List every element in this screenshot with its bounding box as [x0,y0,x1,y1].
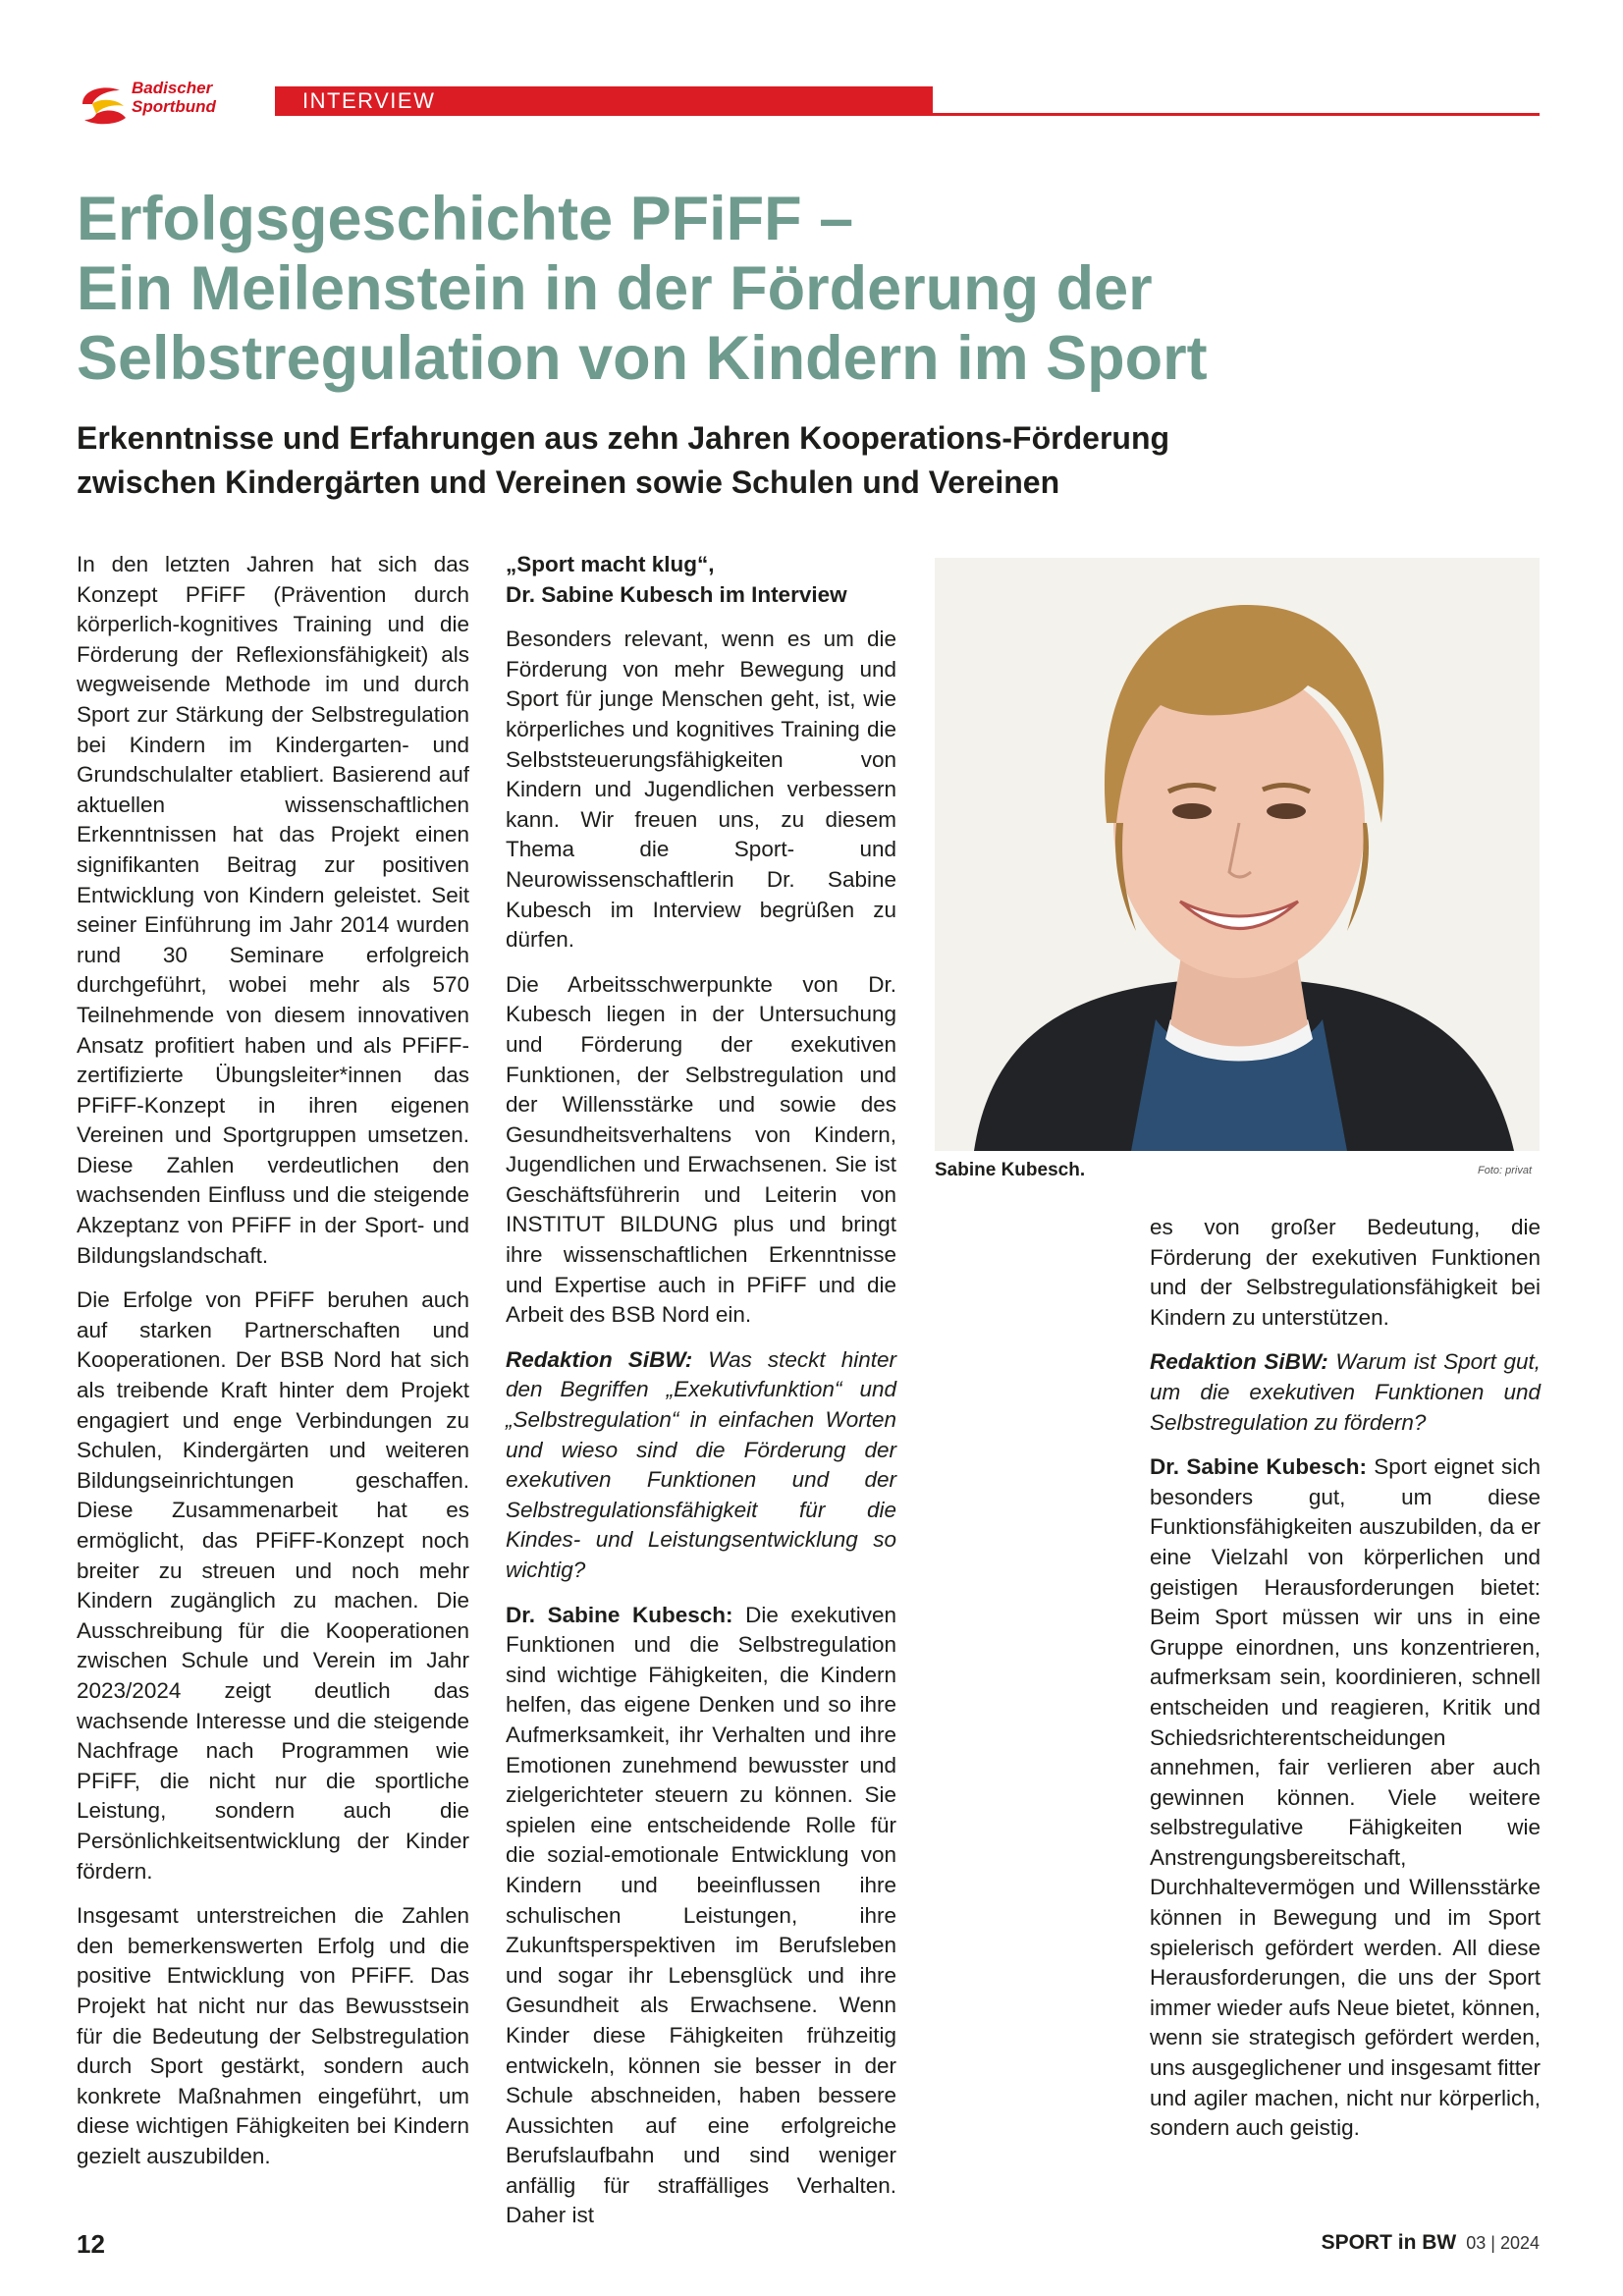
magazine-name: SPORT in BW [1321,2231,1457,2254]
question-2 [1150,1347,1541,1438]
question-1 [506,1345,896,1586]
answer-label: Dr. Sabine Kubesch: [1150,1454,1367,1480]
badischer-sportbund-logo [77,77,255,132]
paragraph: In den letzten Jahren hat sich das Konzept PFiFF (Prävention durch körperlich-kognitives Training und die Förderung der Reflexionsfähigkeit) als wegweisende Methode im und durch Sport zur Stärkung der Selbstregulation bei Kindern im Kindergarten- und Grundschulalter etabliert. Basierend auf aktuellen wissenschaftlichen Erkenntnissen hat das Projekt einen signifikanten Beitrag zur positiven Entwicklung von Kindern geleistet. Seit seiner Einführung im Jahr 2014 wurden rund 30 Seminare erfolgreich durchgeführt, wobei mehr als 570 Teilnehmende von diesem innovativen Ansatz profitiert haben und als PFiFF-zertifizierte Übungsleiter*innen das PFiFF-Konzept in ihren eigenen Vereinen und Sportgruppen umsetzen. Diese Zahlen verdeutlichen den wachsenden Einfluss und die steigende Akzeptanz von PFiFF in der Sport- und Bildungslandschaft. [77,552,469,1268]
issue-number: 03 | 2024 [1466,2233,1540,2253]
question-label: Redaktion SiBW: [506,1346,693,1372]
header-rule [933,113,1540,116]
sportbund-logo-icon [77,81,132,128]
section-bar [275,86,933,116]
subtitle-line: zwischen Kindergärten und Vereinen sowie Schulen und Vereinen [77,465,1060,500]
title-line: Erfolgsgeschichte PFiFF – [77,185,854,253]
answer-label: Dr. Sabine Kubesch: [506,1602,733,1627]
photo-caption: Sabine Kubesch. [935,1160,1086,1180]
column-1 [77,550,469,2186]
title-line: Selbstregulation von Kindern im Sport [77,324,1208,393]
title-line: Ein Meilenstein in der Förderung der [77,254,1153,323]
footer-magazine [1322,2231,1540,2255]
answer-1 [506,1601,896,2231]
portrait-illustration [935,558,1540,1151]
answer-2 [1150,1452,1541,2144]
portrait-photo [935,558,1540,1151]
question-text: Was steckt hinter den Begriffen „Exekutivfunktion“ und „Selbstregulation“ in einfachen Worten und wieso sind die Förderung der exekutiven Funktionen und der Selbstregulationsfähigkeit für die Kindes- und Leistungsentwicklung so wichtig? [506,1346,896,1582]
answer-text: Die exekutiven Funktionen und die Selbstregulation sind wichtige Fähigkeiten, die Kindern helfen, das eigene Denken und so ihre Aufmerksamkeit, ihr Verhalten und ihre Emotionen zunehmend bewusster und zielgerichteter steuern zu können. Sie spielen eine entscheidende Rolle für die sozial-emotionale Entwicklung von Kindern und beeinflussen ihre schulischen Leistungen, ihre Zukunftsperspektiven im Berufsleben und sogar ihr Lebensglück und ihre Gesundheit als Erwachsene. Wenn Kinder diese Fähigkeiten frühzeitig entwickeln, können sie besser in der Schule abschneiden, haben bessere Aussichten auf eine erfolgreiche Berufslaufbahn und sind weniger anfällig für straffälliges Verhalten. Daher ist [506,1602,896,2228]
subtitle-line: Erkenntnisse und Erfahrungen aus zehn Jahren Kooperations-Förderung [77,420,1170,456]
column-2 [506,550,896,2246]
article-title [77,185,1549,394]
section-label: INTERVIEW [302,88,436,113]
logo-text: Badischer Sportbund [132,79,216,116]
paragraph: Insgesamt unterstreichen die Zahlen den bemerkenswerten Erfolg und die positive Entwicklung von PFiFF. Das Projekt hat nicht nur das Bewusstsein für die Bedeutung der Selbstregulation durch Sport gestärkt, sondern auch konkrete Maßnahmen eingeführt, um diese wichtigen Fähigkeiten bei Kindern gezielt auszubilden. [77,1903,469,2168]
page-number: 12 [77,2229,105,2259]
paragraph: Die Erfolge von PFiFF beruhen auch auf starken Partnerschaften und Kooperationen. Der BSB Nord hat sich als treibende Kraft hinter dem Projekt engagiert und enge Verbindungen zu Schulen, Kindergärten und weiteren Bildungseinrichtungen geschaffen. Diese Zusammenarbeit hat es ermöglicht, das PFiFF-Konzept noch breiter zu streuen und noch mehr Kindern zugänglich zu machen. Die Ausschreibung für die Kooperationen zwischen Schule und Verein im Jahr 2023/2024 zeigt deutlich das wachsende Interesse und die steigende Nachfrage nach Programmen wie PFiFF, die nicht nur die sportliche Leistung, sondern auch die Persönlichkeitsentwicklung der Kinder fördern. [77,1287,469,1884]
answer-text: Sport eignet sich besonders gut, um diese Funktionsfähigkeiten auszubilden, da er eine Vielzahl von körperlichen und geistigen Herausforderungen bietet: Beim Sport müssen wir uns in eine Gruppe einordnen, uns konzentrieren, aufmerksam sein, koordinieren, schnell entscheiden und reagieren, Kritik und Schiedsrichterentscheidungen annehmen, fair verlieren aber auch gewinnen können. Viele weitere selbstregulative Fähigkeiten wie Anstrengungsbereitschaft, Durchhaltevermögen und Willensstärke können in Bewegung und im Sport spielerisch gefördert werden. All diese Herausforderungen, die uns der Sport immer wieder aufs Neue bietet, können, wenn sie strategisch gefördert werden, uns ausgeglichener und insgesamt fitter und agiler machen, nicht nur körperlich, sondern auch geistig. [1150,1454,1541,2141]
question-label: Redaktion SiBW: [1150,1349,1328,1375]
question-text: Warum ist Sport gut, um die exekutiven Funktionen und Selbstregulation zu fördern? [1150,1349,1542,1435]
article-subtitle [77,416,1549,505]
continuation-paragraph: es von großer Bedeutung, die Förderung der exekutiven Funktionen und der Selbstregulationsfähigkeit bei Kindern zu unterstützen. [1150,1215,1541,1330]
interview-heading-line: „Sport macht klug“, [506,552,715,576]
column-3 [1150,1213,1541,2159]
intro-paragraph: Besonders relevant, wenn es um die Förderung von mehr Bewegung und Sport für junge Menschen geht, ist, wie körperliches und kognitives Training die Selbststeuerungsfähigkeiten von Kindern und Jugendlichen verbessern kann. Wir freuen uns, zu diesem Thema die Sport- und Neurowissenschaftlerin Dr. Sabine Kubesch im Interview begrüßen zu dürfen. [506,627,896,953]
photo-credit: Foto: privat [1478,1165,1533,1176]
bio-paragraph: Die Arbeitsschwerpunkte von Dr. Kubesch liegen in der Untersuchung und Förderung der exekutiven Funktionen, der Selbstregulation und der Willensstärke und sowie des Gesundheitsverhaltens von Kindern, Jugendlichen und Erwachsenen. Sie ist Geschäftsführerin und Leiterin von INSTITUT BILDUNG plus und bringt ihre wissenschaftlichen Erkenntnisse und Expertise auch in PFiFF und die Arbeit des BSB Nord ein. [506,971,896,1328]
interview-heading-line: Dr. Sabine Kubesch im Interview [506,581,847,607]
interview-heading [506,550,896,610]
